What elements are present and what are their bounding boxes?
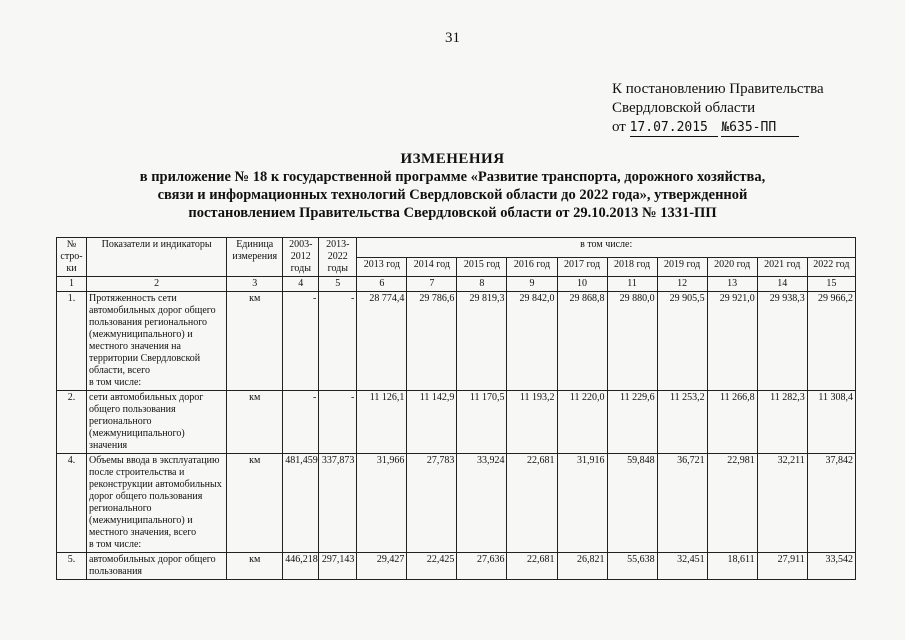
year-value: 36,721 <box>657 454 707 553</box>
year-value: 29,427 <box>357 553 407 580</box>
header-row-no: № стро-ки <box>57 238 87 277</box>
addressee-block <box>612 80 824 137</box>
year-value: 29 966,2 <box>807 292 855 391</box>
column-number: 9 <box>507 277 557 292</box>
title-main: ИЗМЕНЕНИЯ <box>400 151 505 167</box>
resolution-ref <box>612 118 824 137</box>
year-value: 22,681 <box>507 553 557 580</box>
title-line-3: связи и информационных технологий Свердловской области до 2022 года», утвержденной <box>157 187 748 203</box>
unit-cell: км <box>227 292 283 391</box>
table-row <box>57 553 856 580</box>
header-in-total: в том числе: <box>357 238 856 258</box>
header-year: 2017 год <box>557 257 607 277</box>
year-value: 37,842 <box>807 454 855 553</box>
year-value: 29 921,0 <box>707 292 757 391</box>
year-value: 11 170,5 <box>457 391 507 454</box>
year-value: 11 266,8 <box>707 391 757 454</box>
column-number: 13 <box>707 277 757 292</box>
year-value: 27,911 <box>757 553 807 580</box>
resolution-number: №635-ПП <box>721 120 799 137</box>
indicator-cell <box>87 292 227 391</box>
row-number: 4. <box>57 454 87 553</box>
header-year: 2018 год <box>607 257 657 277</box>
column-number: 3 <box>227 277 283 292</box>
unit-cell: км <box>227 553 283 580</box>
year-value: 11 142,9 <box>407 391 457 454</box>
year-value: 55,638 <box>607 553 657 580</box>
column-number: 14 <box>757 277 807 292</box>
indicator-subnote: в том числе: <box>89 377 142 388</box>
year-value: 59,848 <box>607 454 657 553</box>
unit-cell: км <box>227 391 283 454</box>
document-title <box>0 150 905 222</box>
year-value: 31,966 <box>357 454 407 553</box>
indicator-subnote: в том числе: <box>89 539 142 550</box>
header-year: 2014 год <box>407 257 457 277</box>
year-value: 11 126,1 <box>357 391 407 454</box>
year-value: 29 938,3 <box>757 292 807 391</box>
column-number: 6 <box>357 277 407 292</box>
value-2013-2022: - <box>319 391 357 454</box>
column-numbers-row <box>57 277 856 292</box>
column-number: 4 <box>283 277 319 292</box>
value-2003-2012: 481,459 <box>283 454 319 553</box>
value-2003-2012: 446,218 <box>283 553 319 580</box>
column-number: 12 <box>657 277 707 292</box>
resolution-date: 17.07.2015 <box>630 120 718 137</box>
indicator-text: сети автомобильных дорог общего пользования регионального (межмуниципального) значения <box>89 392 204 451</box>
column-number: 11 <box>607 277 657 292</box>
year-value: 31,916 <box>557 454 607 553</box>
header-indicator: Показатели и индикаторы <box>87 238 227 277</box>
column-number: 7 <box>407 277 457 292</box>
year-value: 29 905,5 <box>657 292 707 391</box>
indicator-text: автомобильных дорог общего пользования <box>89 554 216 577</box>
indicator-cell <box>87 391 227 454</box>
column-number: 1 <box>57 277 87 292</box>
year-value: 22,681 <box>507 454 557 553</box>
year-value: 18,611 <box>707 553 757 580</box>
year-value: 32,451 <box>657 553 707 580</box>
year-value: 29 819,3 <box>457 292 507 391</box>
year-value: 29 842,0 <box>507 292 557 391</box>
table-body <box>57 292 856 580</box>
year-value: 11 308,4 <box>807 391 855 454</box>
row-number: 1. <box>57 292 87 391</box>
year-value: 27,783 <box>407 454 457 553</box>
header-year: 2022 год <box>807 257 855 277</box>
year-value: 32,211 <box>757 454 807 553</box>
indicator-text: Объемы ввода в эксплуатацию после строительства и реконструкции автомобильных дорог общего пользования регионального (межмуниципального) и местного значения, всего <box>89 455 222 538</box>
value-2003-2012: - <box>283 292 319 391</box>
header-year: 2013 год <box>357 257 407 277</box>
value-2003-2012: - <box>283 391 319 454</box>
year-value: 27,636 <box>457 553 507 580</box>
header-year: 2019 год <box>657 257 707 277</box>
year-value: 11 220,0 <box>557 391 607 454</box>
value-2013-2022: 337,873 <box>319 454 357 553</box>
addressee-line-2: Свердловской области <box>612 100 756 116</box>
column-number: 8 <box>457 277 507 292</box>
row-number: 5. <box>57 553 87 580</box>
header-year: 2021 год <box>757 257 807 277</box>
title-line-2: в приложение № 18 к государственной программе «Развитие транспорта, дорожного хозяйства, <box>139 169 766 185</box>
year-value: 26,821 <box>557 553 607 580</box>
year-value: 29 786,6 <box>407 292 457 391</box>
year-value: 11 253,2 <box>657 391 707 454</box>
indicator-text: Протяженность сети автомобильных дорог общего пользования регионального (межмуниципального) и местного значения на территории Свердловской области, всего <box>89 293 216 376</box>
header-2003-2012: 2003-2012 годы <box>283 238 319 277</box>
addressee-line-1: К постановлению Правительства <box>612 81 824 97</box>
year-value: 33,924 <box>457 454 507 553</box>
row-number: 2. <box>57 391 87 454</box>
year-value: 22,981 <box>707 454 757 553</box>
year-value: 11 282,3 <box>757 391 807 454</box>
table-row <box>57 454 856 553</box>
value-2013-2022: - <box>319 292 357 391</box>
page-number: 31 <box>445 30 460 46</box>
year-value: 29 880,0 <box>607 292 657 391</box>
header-2013-2022: 2013-2022 годы <box>319 238 357 277</box>
year-value: 11 229,6 <box>607 391 657 454</box>
column-number: 15 <box>807 277 855 292</box>
table-row <box>57 292 856 391</box>
column-number: 5 <box>319 277 357 292</box>
year-value: 33,542 <box>807 553 855 580</box>
year-value: 29 868,8 <box>557 292 607 391</box>
year-value: 22,425 <box>407 553 457 580</box>
year-value: 11 193,2 <box>507 391 557 454</box>
header-row-1 <box>57 238 856 258</box>
table-row <box>57 391 856 454</box>
from-label: от <box>612 119 626 135</box>
header-year: 2020 год <box>707 257 757 277</box>
year-value: 28 774,4 <box>357 292 407 391</box>
column-number: 10 <box>557 277 607 292</box>
column-number: 2 <box>87 277 227 292</box>
indicator-cell <box>87 553 227 580</box>
value-2013-2022: 297,143 <box>319 553 357 580</box>
indicator-cell <box>87 454 227 553</box>
header-year: 2016 год <box>507 257 557 277</box>
indicators-table <box>56 237 856 580</box>
title-line-4: постановлением Правительства Свердловской области от 29.10.2013 № 1331-ПП <box>188 205 717 221</box>
header-unit: Единица измерения <box>227 238 283 277</box>
unit-cell: км <box>227 454 283 553</box>
header-year: 2015 год <box>457 257 507 277</box>
